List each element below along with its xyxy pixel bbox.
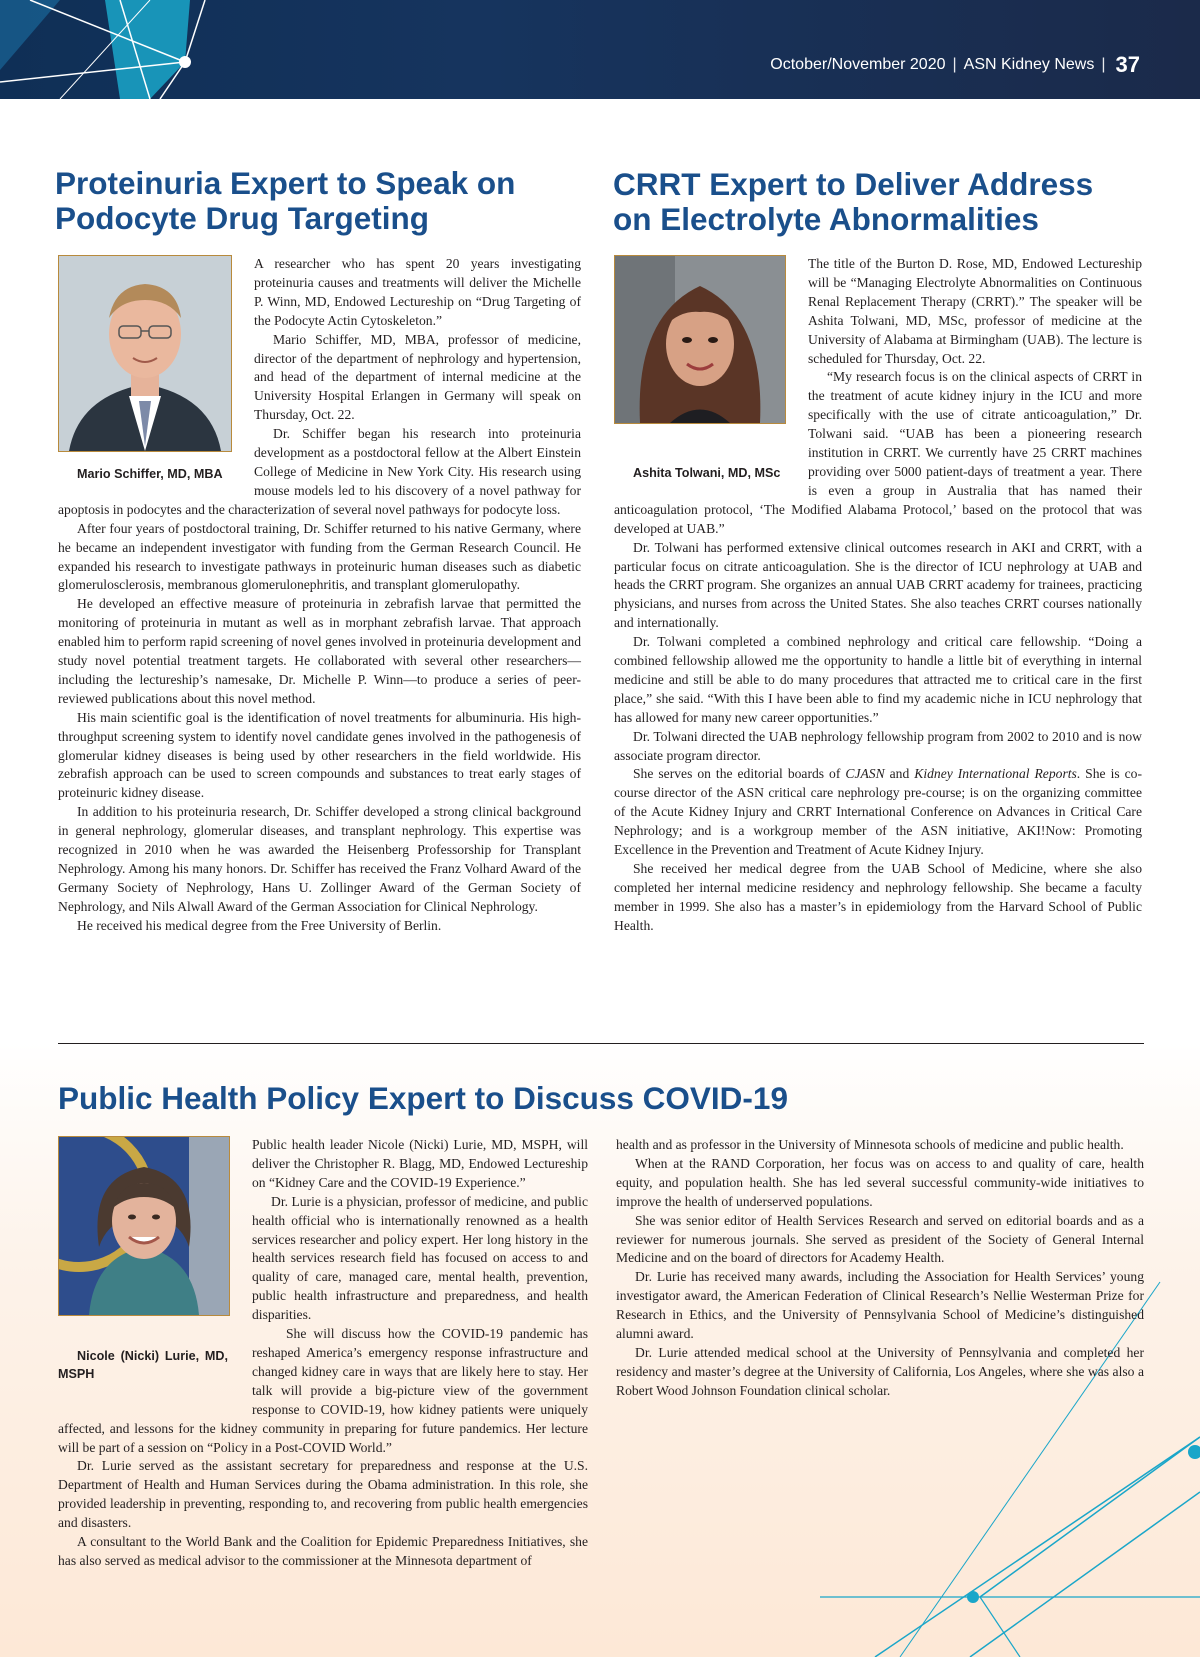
running-head [770, 52, 1140, 78]
paragraph: He developed an effective measure of proteinuria in zebrafish larvae that permitted the monitoring of proteinuria in mutant as well as in morphant zebrafish larvae. That approach enabled him to perform rapid screening of novel genes involved in proteinuria development and study novel potential treatment targets. He collaborated with several other researchers—including the lectureship’s namesake, Dr. Michelle P. Winn—to produce a series of peer-reviewed publications about this novel method. [58, 596, 581, 706]
paragraph: Dr. Tolwani directed the UAB nephrology fellowship program from 2002 to 2010 and is now associate program director. [614, 728, 1142, 763]
paragraph: Dr. Tolwani has performed extensive clinical outcomes research in AKI and CRRT, with a particular focus on citrate anticoagulation. She is the director of ICU nephrology at UAB and heads the CRRT program. She organizes an annual UAB CRRT academy for trainees, practicing physicians, and nurses from across the United States. She also teaches CRRT courses nationally and internationally. [614, 539, 1142, 631]
paragraph: Mario Schiffer, MD, MBA, professor of medicine, director of the department of nephrology and hypertension, and head of the department of internal medicine at the University Hospital Erlangen in Germany will speak on Thursday, Oct. 22. [254, 331, 581, 423]
paragraph: The title of the Burton D. Rose, MD, Endowed Lectureship will be “Managing Electrolyte Abnormalities on Continuous Renal Replacement Therapy (CRRT).” The speaker will be Ashita Tolwani, MD, MSc, professor of medicine at the University of Alabama at Birmingham (UAB). The lecture is scheduled for Thursday, Oct. 22. [808, 256, 1142, 366]
photo-lurie [58, 1136, 230, 1316]
article-body-covid-right [616, 1136, 1144, 1401]
figure-tolwani [614, 255, 808, 492]
portrait-man-icon [59, 256, 231, 451]
paragraph: His main scientific goal is the identification of novel treatments for albuminuria. His high-throughput screening system to identify novel candidate genes involved in the pathogenesis of glomerular kidney diseases is being used by other researchers in the field worldwide. His zebrafish approach can be used to screen compounds and substances to treat early stages of proteinuric kidney disease. [58, 709, 581, 801]
paragraph: Dr. Tolwani completed a combined nephrology and critical care fellowship. “Doing a combined fellowship allowed me the opportunity to handle a little bit of everything in internal medicine and still be able to do many procedures that attracted me to critical care in the first place,” she said. “With this I have been able to find my academic niche in ICU nephrology that has allowed for many new career opportunities.” [614, 634, 1142, 725]
figure-lurie [58, 1136, 252, 1401]
paragraph: Dr. Lurie is a physician, professor of medicine, and public health official who is internationally renowned as a health services researcher and policy expert. Her long history in the health services research field has focused on access to and quality of care, managed care, mental health, prevention, public health infrastructure and preparedness, and health disparities. [252, 1193, 588, 1323]
paragraph: After four years of postdoctoral training, Dr. Schiffer returned to his native Germany, where he became an independent investigator with funding from the German Research Council. He expanded his research to investigate pathways in proteinuric human diseases such as diabetic glomerulosclerosis, membranous glomerulonephritis, and transplant glomerulopathy. [58, 520, 581, 593]
article-body-crrt [614, 255, 1142, 936]
paragraph: health and as professor in the University of Minnesota schools of medicine and public health. [616, 1137, 1124, 1152]
caption-schiffer: Mario Schiffer, MD, MBA [77, 467, 223, 481]
paragraph: A researcher who has spent 20 years investigating proteinuria causes and treatments will deliver the Michelle P. Winn, MD, Endowed Lectureship on “Drug Targeting of the Podocyte Actin Cytoskeleton.” [254, 256, 581, 328]
portrait-woman-icon [615, 256, 785, 423]
issue-date: October/November 2020 [770, 56, 946, 73]
network-graphic [0, 0, 260, 99]
paragraph: “My research focus is on the clinical aspects of CRRT in the treatment of acute kidney injury in the ICU and more specifically with the use of citrate anticoagulation,” Dr. Tolwani said. “UAB has been a pioneering research institution in CRRT. We currently have 25 CRRT machines providing over 5000 patient-days of treatment a year. There is even a group in Australia that has named their anticoagulation protocol, ‘The Modified Alabama Protocol,’ based on the protocol that was developed at UAB.” [614, 369, 1142, 536]
section-divider [58, 1043, 1144, 1044]
article-title-covid: Public Health Policy Expert to Discuss COVID-19 [58, 1080, 788, 1116]
paragraph-editorial: She serves on the editorial boards of CJASN and Kidney International Reports. She is co-course director of the ASN critical care nephrology pre-course; is on the organizing committee of the Acute Kidney Injury and CRRT International Conference on Advances in Critical Care Nephrology; and is a workgroup member of the ASN initiative, AKI!Now: Promoting Excellence in the Prevention and Treatment of Acute Kidney Injury. [614, 766, 1142, 858]
separator: | [1101, 56, 1106, 73]
paragraph: She received her medical degree from the UAB School of Medicine, where she also completed her internal medicine residency and nephrology fellowship. She became a faculty member in 1999. She also has a master’s in epidemiology from the Harvard School of Public Health. [614, 861, 1142, 933]
paragraph: She was senior editor of Health Services Research and served on editorial boards and as a reviewer for numerous journals. She served as president of the Society of General Internal Medicine and on the board of directors for Academy Health. [616, 1212, 1144, 1266]
photo-schiffer [58, 255, 232, 452]
paragraph: Dr. Lurie has received many awards, including the Association for Health Services’ young investigator award, the American Federation of Clinical Research’s Nellie Westerman Prize for Research in Ethics, and the University of Pennsylvania School of Medicine’s distinguished alumni award. [616, 1269, 1144, 1342]
paragraph: When at the RAND Corporation, her focus was on access to and quality of care, health equity, and population health. She has led several successful community-wide initiatives to improve the health of underserved populations. [616, 1155, 1144, 1209]
paragraph: Public health leader Nicole (Nicki) Lurie, MD, MSPH, will deliver the Christopher R. Blagg, MD, Endowed Lectureship on “Kidney Care and the COVID-19 Experience.” [252, 1137, 588, 1190]
article-body-proteinuria [58, 255, 581, 936]
paragraph: A consultant to the World Bank and the Coalition for Epidemic Preparedness Initiatives, she has also served as medical advisor to the commissioner at the Minnesota department of [58, 1534, 588, 1568]
figure-schiffer [58, 255, 254, 492]
publication-name: ASN Kidney News [963, 56, 1095, 73]
article-body-covid-left [58, 1136, 588, 1571]
paragraph: Dr. Schiffer began his research into proteinuria development as a postdoctoral fellow at the Albert Einstein College of Medicine in New York City. His research using mouse models led to his discovery of a novel pathway for apoptosis in podocytes and the characterization of several novel pathways for podocyte loss. [58, 426, 581, 517]
article-title-proteinuria: Proteinuria Expert to Speak on Podocyte Drug Targeting [55, 165, 516, 236]
paragraph: Dr. Lurie attended medical school at the University of Pennsylvania and completed her residency and master’s degree at the University of California, Los Angeles, where she was also a Robert Wood Johnson Foundation clinical scholar. [616, 1344, 1144, 1398]
paragraph: She will discuss how the COVID-19 pandemic has reshaped America’s emergency response infrastructure and changed kidney care in ways that are likely here to stay. Her talk will provide a big-picture view of the government response to COVID-19, how kidney patients were uniquely affected, and lessons for the kidney community in preparing for future pandemics. Her lecture will be part of a session on “Policy in a Post-COVID World.” [58, 1326, 588, 1455]
caption-tolwani: Ashita Tolwani, MD, MSc [633, 466, 781, 480]
photo-tolwani [614, 255, 786, 424]
paragraph: In addition to his proteinuria research, Dr. Schiffer developed a strong clinical background in general nephrology, glomerular diseases, and transplant nephrology. This expertise was recognized in 2010 when he was awarded the Heisenberg Professorship for Transplant Nephrology. Among his many honors. Dr. Schiffer has received the Franz Volhard Award of the Germany Society of Nephrology, Hans U. Zollinger Award of the German Society of Nephrology, and Nils Alwall Award of the German Association for Clinical Nephrology. [58, 804, 581, 914]
article-title-crrt: CRRT Expert to Deliver Address on Electrolyte Abnormalities [613, 166, 1094, 237]
journal-name: CJASN [845, 766, 885, 782]
portrait-woman-icon [59, 1137, 229, 1315]
page-number: 37 [1115, 52, 1140, 77]
paragraph: He received his medical degree from the Free University of Berlin. [77, 917, 442, 933]
separator: | [952, 56, 957, 73]
paragraph: Dr. Lurie served as the assistant secretary for preparedness and response at the U.S. Department of Health and Human Services during the Obama administration. In this role, she provided leadership in preventing, responding to, and recovering from public health emergencies and disasters. [58, 1458, 588, 1531]
header-banner [0, 0, 1200, 99]
journal-name: Kidney International Reports [914, 766, 1077, 782]
caption-lurie: Nicole (Nicki) Lurie, MD, MSPH [58, 1349, 228, 1381]
